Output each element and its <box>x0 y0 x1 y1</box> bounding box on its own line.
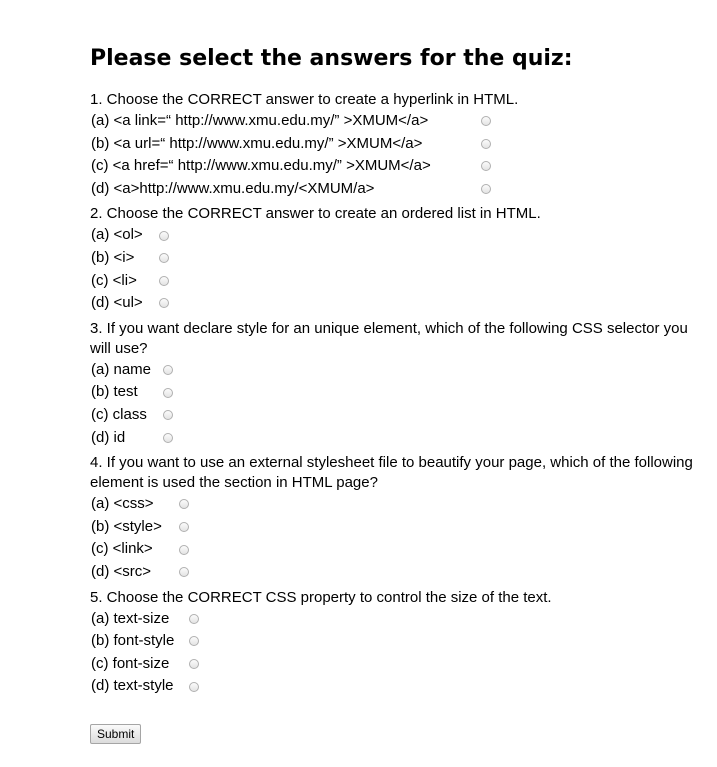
radio-button[interactable] <box>163 388 173 398</box>
question-text: 5. Choose the CORRECT CSS property to control the size of the text. <box>90 588 552 606</box>
question-text: 4. If you want to use an external stylesheet file to beautify your page, which of the following element is used the section in HTML page? <box>90 454 693 492</box>
option-2b[interactable]: (b) <i> <box>91 247 700 270</box>
option-5c[interactable]: (c) font-size <box>91 653 700 676</box>
question-3 <box>90 319 700 449</box>
question-2 <box>90 204 700 314</box>
submit-button[interactable]: Submit <box>90 724 141 744</box>
option-1b[interactable]: (b) <a url=“ http://www.xmu.edu.my/” >XMUM</a> <box>91 133 700 156</box>
option-2a[interactable]: (a) <ol> <box>91 224 700 247</box>
option-4c[interactable]: (c) <link> <box>91 538 700 561</box>
radio-button[interactable] <box>159 231 169 241</box>
option-5a[interactable]: (a) text-size <box>91 608 700 631</box>
question-text: 1. Choose the CORRECT answer to create a hyperlink in HTML. <box>90 91 519 108</box>
option-4b[interactable]: (b) <style> <box>91 516 700 539</box>
option-5b[interactable]: (b) font-style <box>91 630 700 653</box>
option-4d[interactable]: (d) <src> <box>91 561 700 584</box>
option-2c[interactable]: (c) <li> <box>91 270 700 293</box>
option-3d[interactable]: (d) id <box>91 427 700 450</box>
option-3a[interactable]: (a) name <box>91 359 700 382</box>
radio-button[interactable] <box>159 253 169 263</box>
radio-button[interactable] <box>163 365 173 375</box>
option-3b[interactable]: (b) test <box>91 381 700 404</box>
quiz-form <box>90 90 700 702</box>
radio-button[interactable] <box>179 567 189 577</box>
radio-button[interactable] <box>179 545 189 555</box>
radio-button[interactable] <box>481 184 491 194</box>
option-1a[interactable]: (a) <a link=“ http://www.xmu.edu.my/” >XMUM</a> <box>91 110 700 133</box>
radio-button[interactable] <box>481 116 491 126</box>
radio-button[interactable] <box>179 499 189 509</box>
question-5 <box>90 588 700 698</box>
option-1c[interactable]: (c) <a href=“ http://www.xmu.edu.my/” >XMUM</a> <box>91 155 700 178</box>
radio-button[interactable] <box>481 161 491 171</box>
option-5d[interactable]: (d) text-style <box>91 675 700 698</box>
radio-button[interactable] <box>189 682 199 692</box>
question-1 <box>90 90 700 200</box>
radio-button[interactable] <box>159 276 169 286</box>
page-title: Please select the answers for the quiz: <box>90 46 573 71</box>
option-3c[interactable]: (c) class <box>91 404 700 427</box>
radio-button[interactable] <box>159 298 169 308</box>
option-2d[interactable]: (d) <ul> <box>91 292 700 315</box>
radio-button[interactable] <box>189 659 199 669</box>
radio-button[interactable] <box>189 636 199 646</box>
radio-button[interactable] <box>189 614 199 624</box>
question-4 <box>90 453 700 583</box>
question-text: 3. If you want declare style for an unique element, which of the following CSS selector you will use? <box>90 319 688 357</box>
radio-button[interactable] <box>481 139 491 149</box>
question-text: 2. Choose the CORRECT answer to create an ordered list in HTML. <box>90 205 541 223</box>
option-1d[interactable]: (d) <a>http://www.xmu.edu.my/<XMUM/a> <box>91 178 700 201</box>
radio-button[interactable] <box>163 410 173 420</box>
radio-button[interactable] <box>163 433 173 443</box>
radio-button[interactable] <box>179 522 189 532</box>
option-4a[interactable]: (a) <css> <box>91 493 700 516</box>
